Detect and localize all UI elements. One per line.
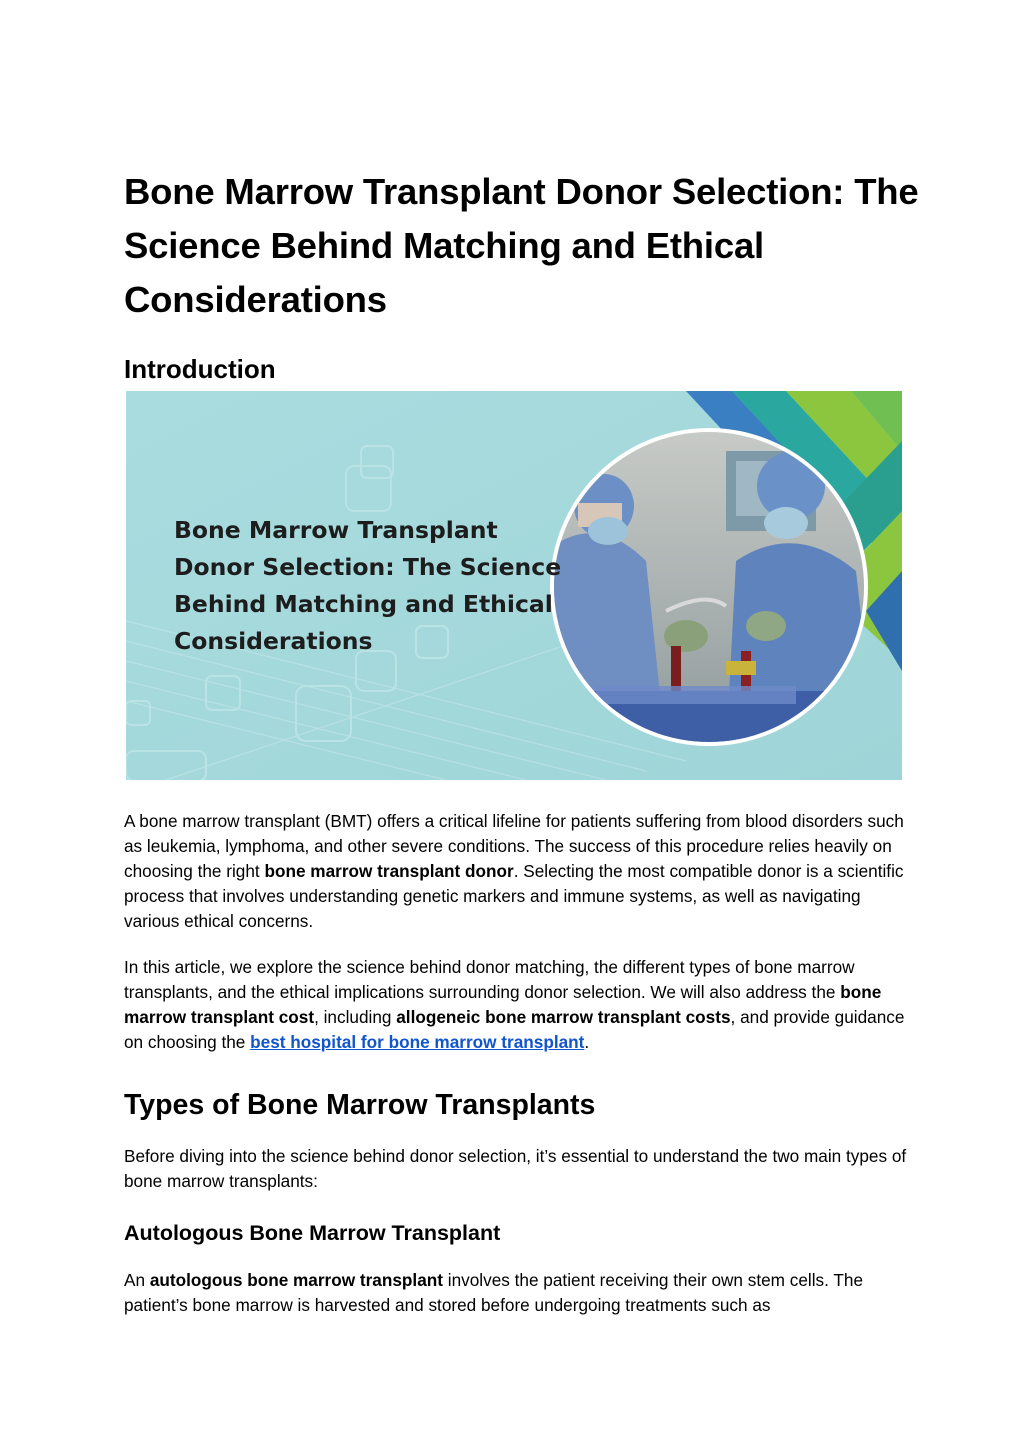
autologous-heading: Autologous Bone Marrow Transplant <box>124 1221 501 1245</box>
types-paragraph: Before diving into the science behind donor selection, it’s essential to understand the two main types of bone marrow transplants: <box>124 1146 907 1191</box>
document-title: Bone Marrow Transplant Donor Selection: The Science Behind Matching and Ethical Considerations <box>124 171 919 320</box>
para4-text-2: involves the patient receiving their own stem cells. The patient’s bone marrow is harvested and stored before undergoing treatments such as <box>124 1270 864 1315</box>
para2-text-2: , including <box>314 1007 397 1027</box>
para2-text-3: , and provide guidance on choosing the <box>124 1007 905 1052</box>
para2-bold-2: allogeneic bone marrow transplant costs <box>396 1007 731 1027</box>
para1-text-2: . Selecting the most compatible donor is a scientific process that involves understanding genetic markers and immune systems, as well as navigating various ethical concerns. <box>124 861 904 931</box>
banner-line-1: Bone Marrow Transplant <box>174 516 498 544</box>
banner-line-3: Behind Matching and Ethical <box>174 590 553 618</box>
para4-bold-1: autologous bone marrow transplant <box>149 1270 443 1290</box>
types-heading: Types of Bone Marrow Transplants <box>124 1089 596 1121</box>
introduction-heading: Introduction <box>124 354 276 384</box>
intro-paragraph-1 <box>124 809 914 934</box>
para1-bold-1: bone marrow transplant donor <box>264 861 514 881</box>
autologous-paragraph <box>124 1268 914 1318</box>
intro-paragraph-2 <box>124 955 914 1055</box>
para2-text-4: . <box>584 1032 590 1052</box>
hero-banner-image <box>126 391 902 780</box>
banner-line-2: Donor Selection: The Science <box>174 553 562 581</box>
best-hospital-link[interactable]: best hospital for bone marrow transplant <box>250 1032 585 1052</box>
para2-text-1: In this article, we explore the science behind donor matching, the different types of bone marrow transplants, and the ethical implications surrounding donor selection. We will also address the <box>124 957 855 1002</box>
para4-text-1: An <box>124 1270 150 1290</box>
banner-line-4: Considerations <box>174 627 373 655</box>
para1-text-1: A bone marrow transplant (BMT) offers a critical lifeline for patients suffering from blood disorders such as leukemia, lymphoma, and other severe conditions. The success of this procedure relies heavily on choosing the right <box>124 811 904 881</box>
para2-bold-1: bone marrow transplant cost <box>124 982 882 1027</box>
